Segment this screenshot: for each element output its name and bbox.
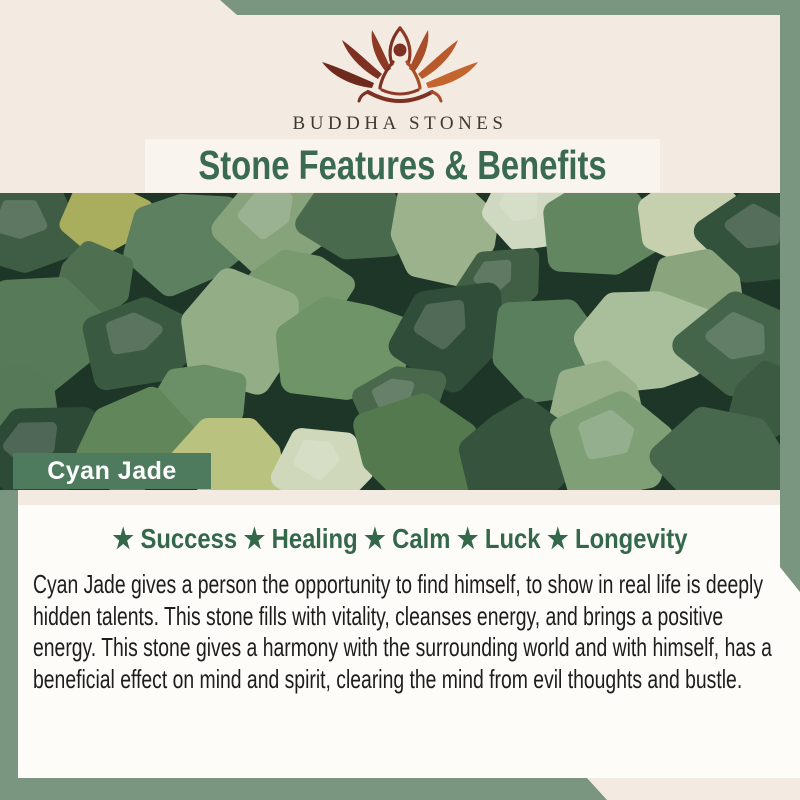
brand-name: BUDDHA STONES <box>292 113 508 134</box>
stone-name-badge: Cyan Jade <box>13 453 211 489</box>
cyan-jade-stones-photo <box>0 193 800 490</box>
jade-stones-illustration <box>0 193 800 490</box>
bottom-green-bar <box>0 778 607 800</box>
title-band <box>145 139 660 192</box>
description-text: Cyan Jade gives a person the opportunity to find himself, to show in real life is deeply hidden talents. This stone fills with vitality, cleanses energy, and brings a positive energy. This stone gives a harmony with the surrounding world and with himself, has a beneficial effect on mind and spirit, clearing the mind from evil thoughts and bustle. <box>33 569 772 694</box>
brand-lotus-logo <box>320 24 480 112</box>
right-green-strip <box>780 0 800 592</box>
top-green-bar <box>0 0 800 15</box>
description-block <box>33 569 793 695</box>
benefits-line: ★ Success ★ Healing ★ Calm ★ Luck ★ Longevity <box>112 523 688 554</box>
left-green-strip <box>0 490 18 800</box>
section-title: Stone Features & Benefits <box>198 142 607 188</box>
lotus-meditation-icon <box>320 24 480 114</box>
